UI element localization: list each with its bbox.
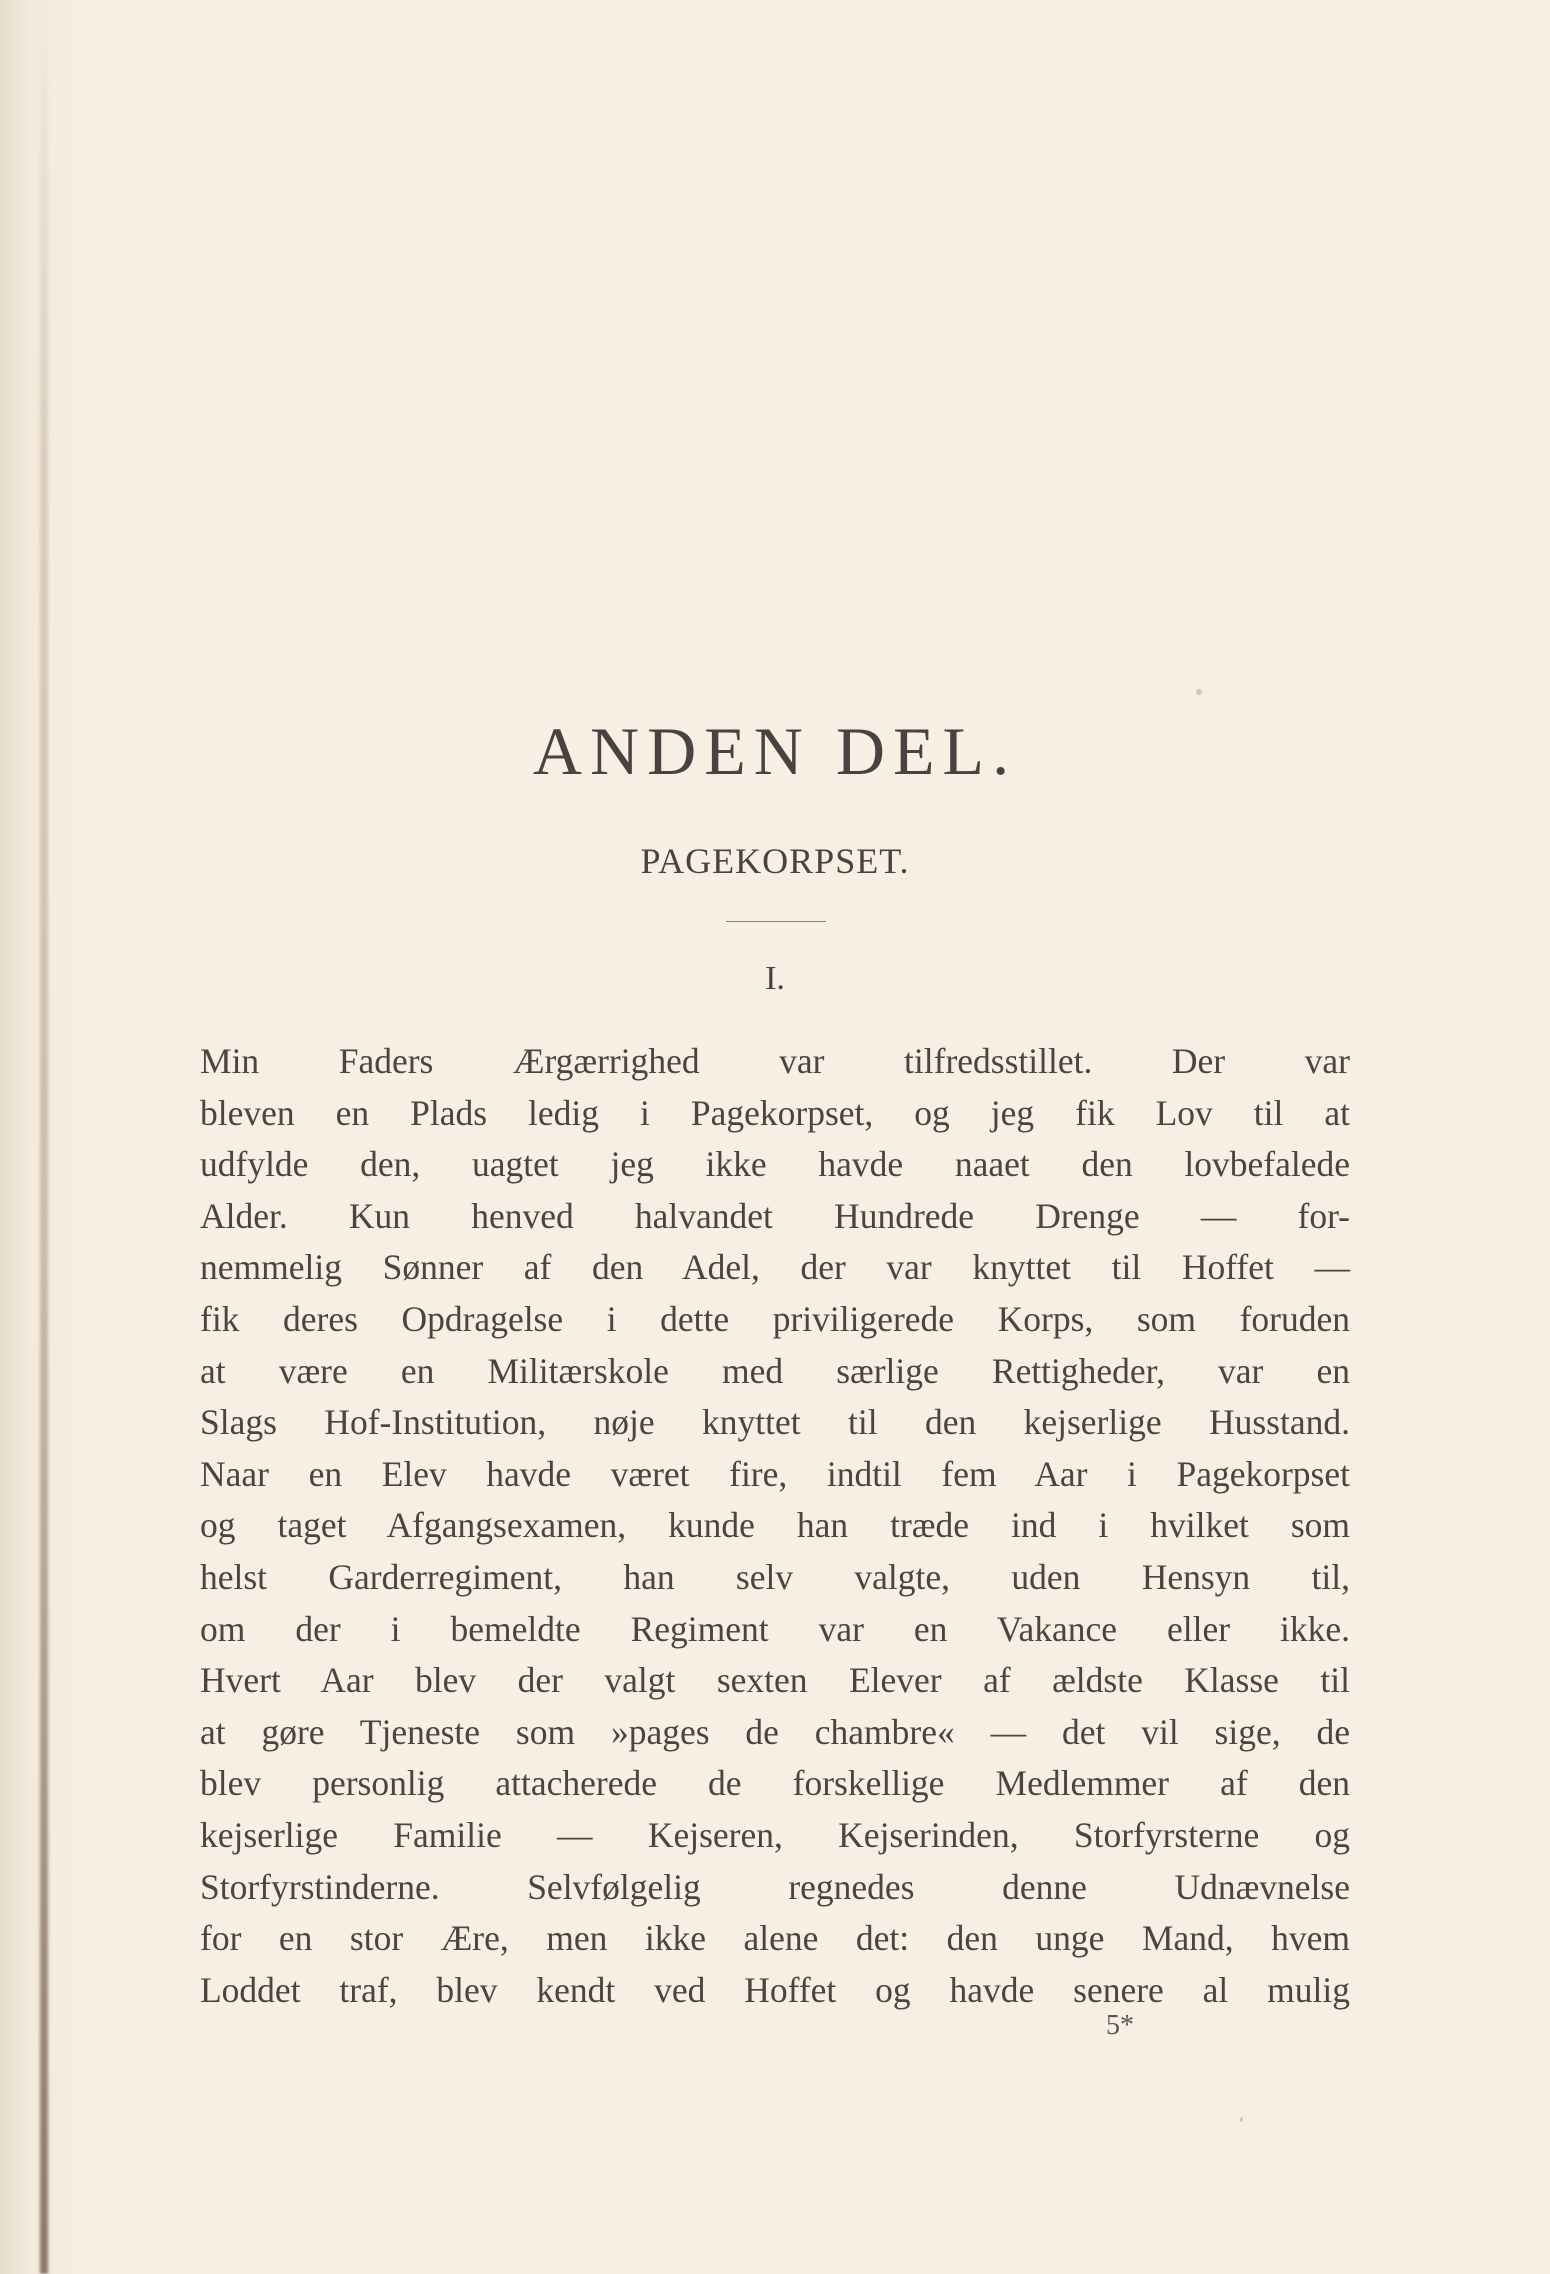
part-title: ANDEN DEL. bbox=[532, 713, 1018, 789]
text-line: om der i bemeldte Regiment var en Vakance eller ikke. bbox=[200, 1608, 1350, 1649]
text-line: Storfyrstinderne. Selvfølgelig regnedes denne Udnævnelse bbox=[200, 1866, 1350, 1907]
paper-speck bbox=[1196, 689, 1202, 695]
body-paragraph bbox=[200, 1036, 1350, 2016]
paper-speck bbox=[1240, 2117, 1243, 2122]
text-line: Slags Hof-Institution, nøje knyttet til den kejserlige Husstand. bbox=[200, 1402, 1350, 1443]
text-line: at gøre Tjeneste som »pages de chambre« — det vil sige, de bbox=[200, 1711, 1350, 1752]
text-line: Loddet traf, blev kendt ved Hoffet og havde senere al mulig bbox=[200, 1969, 1350, 2010]
text-line: og taget Afgangsexamen, kunde han træde ind i hvilket som bbox=[200, 1505, 1350, 1546]
section-number: I. bbox=[765, 960, 785, 997]
text-line: kejserlige Familie — Kejseren, Kejserinden, Storfyrsterne og bbox=[200, 1814, 1350, 1855]
text-line: bleven en Plads ledig i Pagekorpset, og jeg fik Lov til at bbox=[200, 1092, 1350, 1133]
text-line: Min Faders Ærgærrighed var tilfredsstillet. Der var bbox=[200, 1041, 1350, 1081]
text-line: udfylde den, uagtet jeg ikke havde naaet den lovbefalede bbox=[200, 1144, 1350, 1185]
chapter-subtitle: PAGEKORPSET. bbox=[640, 841, 910, 881]
title-divider bbox=[726, 921, 826, 922]
text-line: for en stor Ære, men ikke alene det: den unge Mand, hvem bbox=[200, 1918, 1350, 1959]
text-line: nemmelig Sønner af den Adel, der var knyttet til Hoffet — bbox=[200, 1247, 1350, 1288]
text-line: fik deres Opdragelse i dette priviligerede Korps, som foruden bbox=[200, 1298, 1350, 1339]
text-line: Naar en Elev havde været fire, indtil fem Aar i Pagekorpset bbox=[200, 1453, 1350, 1494]
binding-gutter bbox=[40, 0, 48, 2274]
text-line: at være en Militærskole med særlige Rettigheder, var en bbox=[200, 1350, 1350, 1391]
text-line: Hvert Aar blev der valgt sexten Elever af ældste Klasse til bbox=[200, 1660, 1350, 1701]
text-line: helst Garderregiment, han selv valgte, uden Hensyn til, bbox=[200, 1556, 1350, 1597]
signature-mark: 5* bbox=[1106, 2010, 1134, 2041]
text-line: Alder. Kun henved halvandet Hundrede Drenge — for- bbox=[200, 1195, 1350, 1236]
text-line: blev personlig attacherede de forskellige Medlemmer af den bbox=[200, 1763, 1350, 1804]
